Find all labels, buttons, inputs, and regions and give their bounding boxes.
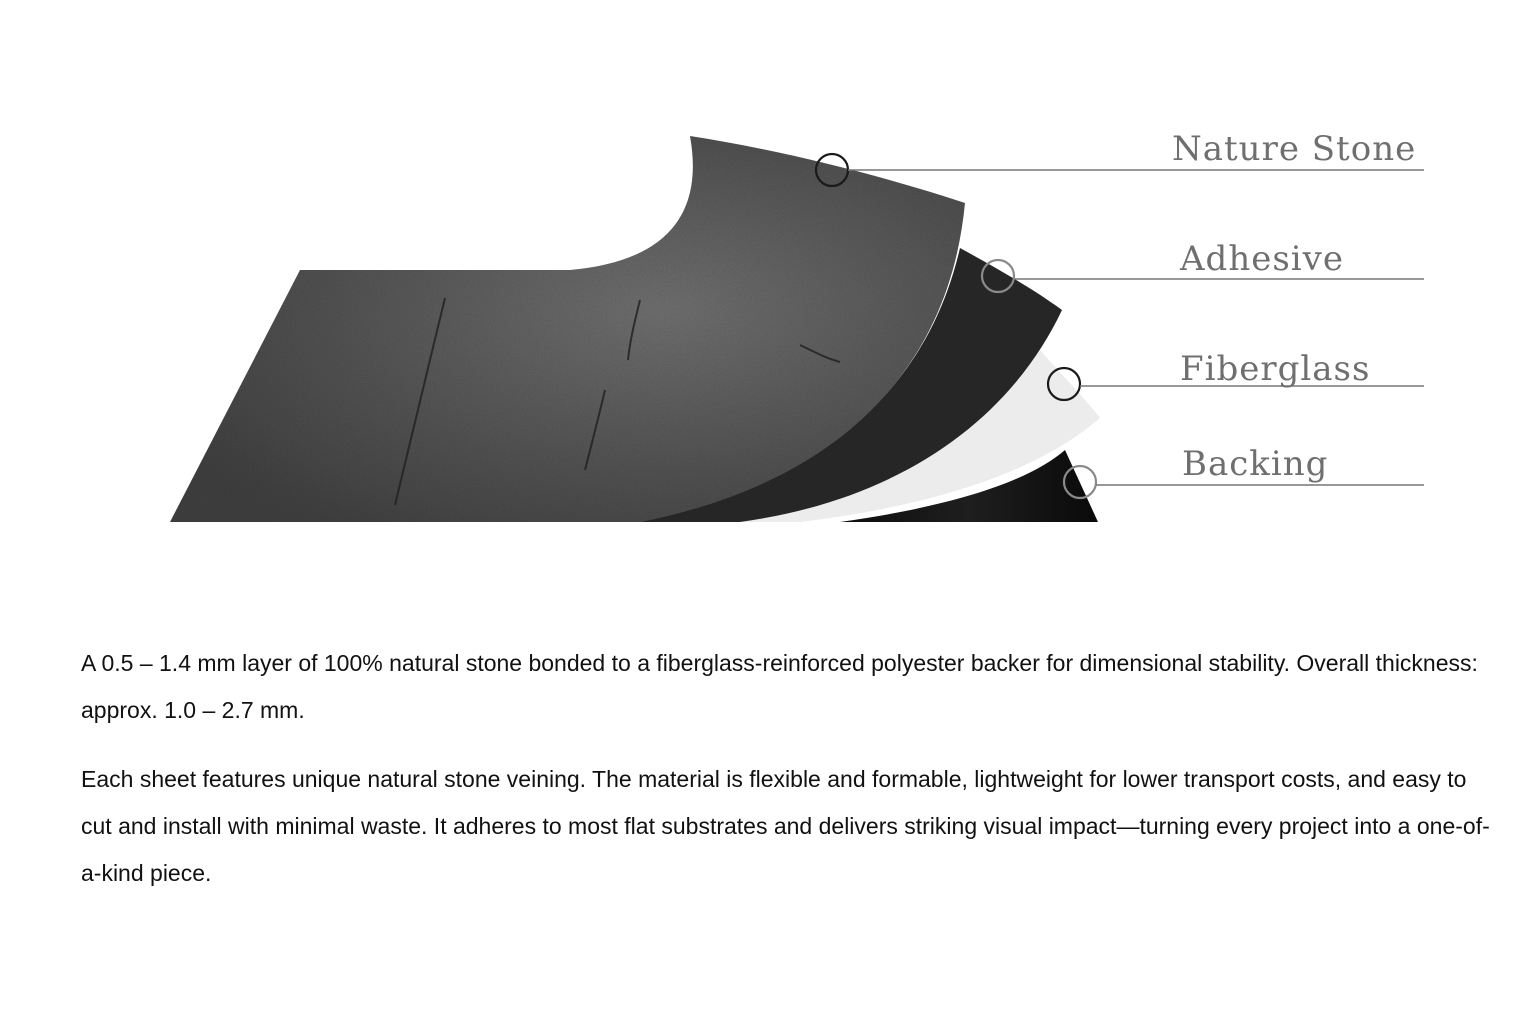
product-description bbox=[81, 640, 1501, 897]
callout-nature-stone bbox=[816, 129, 1424, 186]
layer-label-nature-stone: Nature Stone bbox=[1172, 129, 1417, 169]
description-paragraph-features: Each sheet features unique natural stone veining. The material is flexible and formable, lightweight for lower transport costs, and easy to cut and install with minimal waste. It adheres to most flat substrates and delivers striking visual impact—turning every project into a one-of-a-kind piece. bbox=[81, 766, 1490, 886]
callout-adhesive bbox=[982, 239, 1424, 292]
layer-label-fiberglass: Fiberglass bbox=[1180, 349, 1371, 389]
callout-backing bbox=[1064, 444, 1424, 498]
description-paragraph-specs: A 0.5 – 1.4 mm layer of 100% natural stone bonded to a fiberglass-reinforced polyester backer for dimensional stability. Overall thickness: approx. 1.0 – 2.7 mm. bbox=[81, 650, 1478, 723]
layer-label-backing: Backing bbox=[1182, 444, 1329, 484]
layer-label-adhesive: Adhesive bbox=[1180, 239, 1344, 279]
callout-fiberglass bbox=[1048, 349, 1424, 400]
